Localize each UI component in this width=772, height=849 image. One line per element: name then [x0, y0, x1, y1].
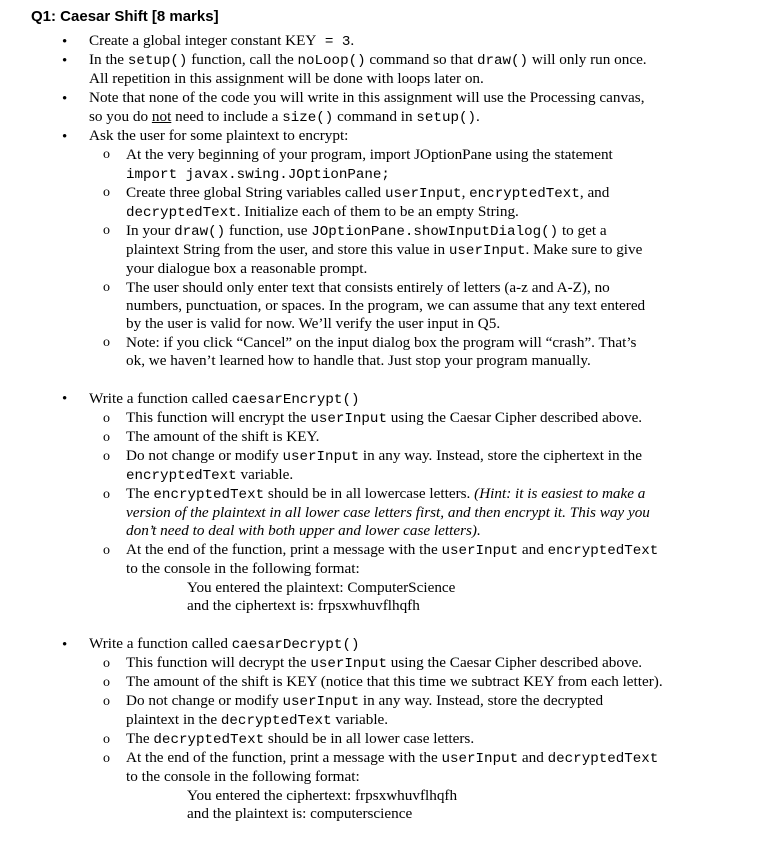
bullet: • [62, 91, 68, 107]
instruction-line: plaintext in the decryptedText variable. [126, 711, 389, 729]
sub-bullet: o [103, 449, 110, 464]
sub-bullet: o [103, 411, 110, 426]
instruction-line: In your draw() function, use JOptionPane.showInputDialog() to get a [126, 222, 607, 240]
bullet: • [62, 34, 68, 50]
instruction-line: by the user is valid for now. We’ll verify the user input in Q5. [126, 315, 501, 332]
instruction-line: to the console in the following format: [126, 768, 360, 785]
instruction-line: This function will decrypt the userInput using the Caesar Cipher described above. [126, 654, 643, 672]
instruction-line: The decryptedText should be in all lower case letters. [126, 730, 475, 748]
sub-bullet: o [103, 280, 110, 295]
sub-bullet: o [103, 487, 110, 502]
instruction-line: so you do not need to include a size() command in setup(). [89, 108, 480, 126]
sub-bullet: o [103, 543, 110, 558]
instruction-line: The amount of the shift is KEY (notice that this time we subtract KEY from each letter). [126, 673, 663, 690]
sub-bullet: o [103, 185, 110, 200]
instruction-line: version of the plaintext in all lower case letters first, and then encrypt it. This way you [126, 504, 650, 521]
instruction-line: The user should only enter text that consists entirely of letters (a-z and A-Z), no [126, 279, 610, 296]
sub-bullet: o [103, 694, 110, 709]
bullet: • [62, 391, 68, 407]
bullet: • [62, 129, 68, 145]
bullet: • [62, 637, 68, 653]
instruction-line: At the end of the function, print a message with the userInput and encryptedText [126, 541, 659, 559]
instruction-line: Create a global integer constant KEY = 3. [89, 32, 355, 50]
instruction-line: to the console in the following format: [126, 560, 360, 577]
bullet: • [62, 53, 68, 69]
instruction-line: In the setup() function, call the noLoop() command so that draw() will only run once. [89, 51, 647, 69]
sub-bullet: o [103, 223, 110, 238]
instruction-line: Do not change or modify userInput in any way. Instead, store the ciphertext in the [126, 447, 642, 465]
sub-bullet: o [103, 430, 110, 445]
instruction-line: numbers, punctuation, or spaces. In the program, we can assume that any text entered [126, 297, 646, 314]
instruction-line: This function will encrypt the userInput using the Caesar Cipher described above. [126, 409, 643, 427]
instruction-line: ok, we haven’t learned how to handle that. Just stop your program manually. [126, 352, 591, 369]
instruction-line: your dialogue box a reasonable prompt. [126, 260, 368, 277]
sub-bullet: o [103, 675, 110, 690]
code-line: import javax.swing.JOptionPane; [126, 167, 390, 183]
sub-bullet: o [103, 147, 110, 162]
instruction-line: Note that none of the code you will write in this assignment will use the Processing canvas, [89, 89, 645, 106]
instruction-line: All repetition in this assignment will be done with loops later on. [89, 70, 484, 87]
instruction-line: At the very beginning of your program, import JOptionPane using the statement [126, 146, 613, 163]
instruction-line: Write a function called caesarEncrypt() [89, 390, 360, 408]
page-title: Q1: Caesar Shift [8 marks] [31, 8, 219, 25]
sub-bullet: o [103, 751, 110, 766]
example-output: and the plaintext is: computerscience [187, 805, 413, 822]
instruction-line: The encryptedText should be in all lowercase letters. (Hint: it is easiest to make a [126, 485, 646, 503]
instruction-line: Write a function called caesarDecrypt() [89, 635, 360, 653]
instruction-line: The amount of the shift is KEY. [126, 428, 320, 445]
example-output: and the ciphertext is: frpsxwhuvflhqfh [187, 597, 420, 614]
instruction-line: Ask the user for some plaintext to encrypt: [89, 127, 349, 144]
instruction-line: Note: if you click “Cancel” on the input dialog box the program will “crash”. That’s [126, 334, 637, 351]
example-output: You entered the ciphertext: frpsxwhuvflhqfh [187, 787, 458, 804]
instruction-line: At the end of the function, print a message with the userInput and decryptedText [126, 749, 659, 767]
instruction-line: plaintext String from the user, and store this value in userInput. Make sure to give [126, 241, 643, 259]
instruction-line: Create three global String variables called userInput, encryptedText, and [126, 184, 610, 202]
sub-bullet: o [103, 656, 110, 671]
instruction-line: don’t need to deal with both upper and lower case letters). [126, 522, 481, 539]
sub-bullet: o [103, 335, 110, 350]
instruction-line: Do not change or modify userInput in any way. Instead, store the decrypted [126, 692, 604, 710]
instruction-line: decryptedText. Initialize each of them to be an empty String. [126, 203, 519, 221]
sub-bullet: o [103, 732, 110, 747]
example-output: You entered the plaintext: ComputerScience [187, 579, 456, 596]
instruction-line: encryptedText variable. [126, 466, 294, 484]
